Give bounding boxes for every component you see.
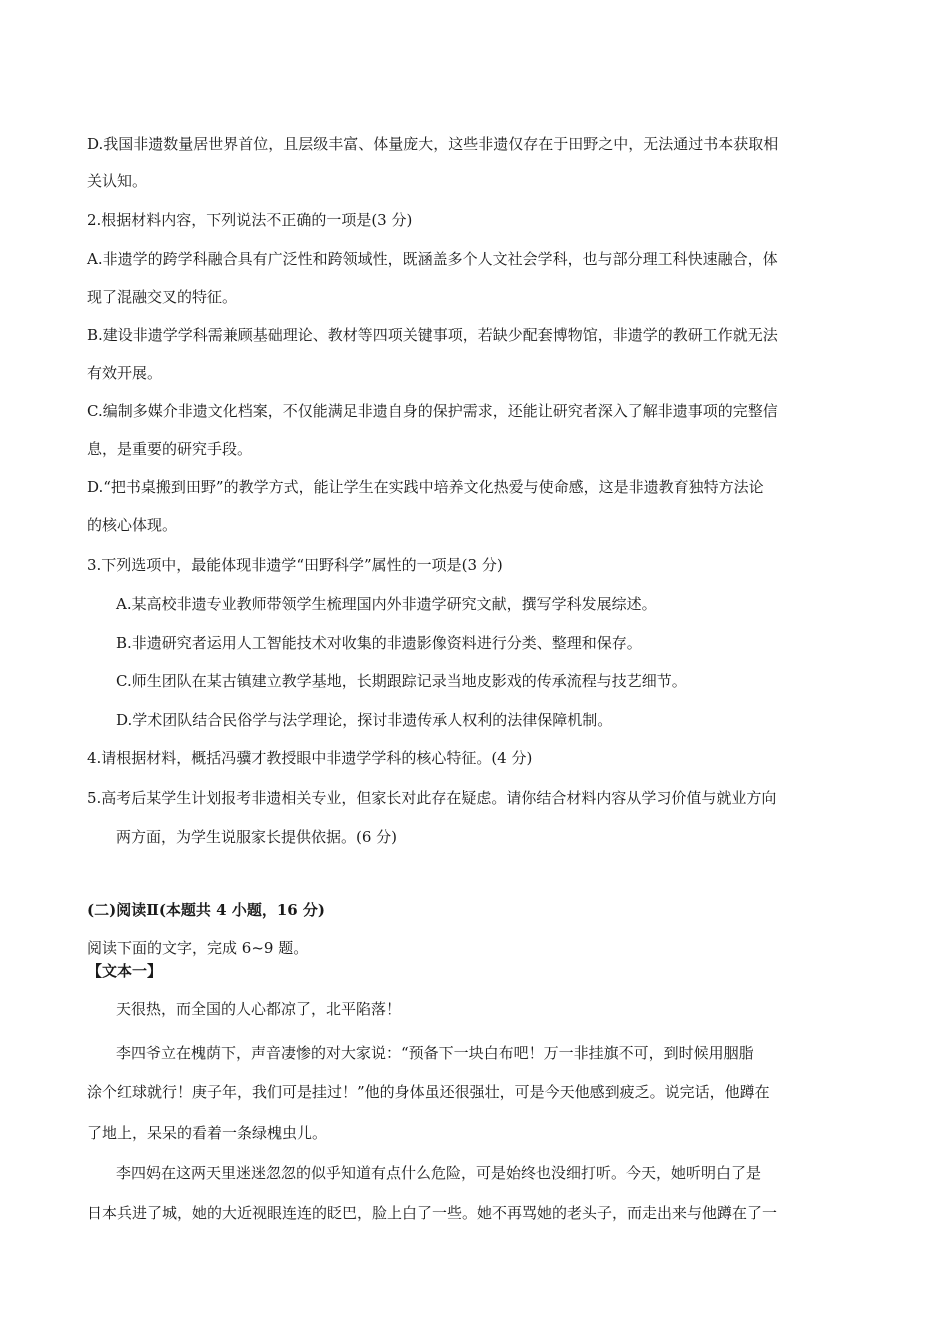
q5-line1: 5.高考后某学生计划报考非遗相关专业，但家长对此存在疑虑。请你结合材料内容从学习价值与就业方向 (87, 789, 777, 807)
q5-line2: 两方面，为学生说服家长提供依据。(6 分) (116, 828, 398, 846)
q2-option-c-line1: C.编制多媒介非遗文化档案，不仅能满足非遗自身的保护需求，还能让研究者深入了解非遗事项的完整信 (87, 402, 778, 420)
section2-heading: (二)阅读Ⅱ(本题共 4 小题，16 分) (87, 901, 326, 919)
q2-stem: 2.根据材料内容，下列说法不正确的一项是(3 分) (87, 211, 413, 229)
q3-option-b: B.非遗研究者运用人工智能技术对收集的非遗影像资料进行分类、整理和保存。 (116, 634, 642, 652)
section2-instruction: 阅读下面的文字，完成 6~9 题。 (87, 939, 309, 957)
q1-option-d-line2: 关认知。 (87, 172, 148, 190)
q2-option-d-line1: D.“把书桌搬到田野”的教学方式，能让学生在实践中培养文化热爱与使命感，这是非遗教育独特方法论 (87, 478, 764, 496)
q1-option-d-line1: D.我国非遗数量居世界首位，且层级丰富、体量庞大，这些非遗仅存在于田野之中，无法通过书本获取相 (87, 135, 779, 153)
passage-p3-line1: 李四妈在这两天里迷迷忽忽的似乎知道有点什么危险，可是始终也没细打听。今天，她听明白了是 (116, 1164, 762, 1182)
q2-option-d-line2: 的核心体现。 (87, 516, 178, 534)
text-one-label: 【文本一】 (87, 962, 163, 980)
q2-option-b-line2: 有效开展。 (87, 364, 163, 382)
passage-p3-line2: 日本兵进了城，她的大近视眼连连的眨巴，脸上白了一些。她不再骂她的老头子，而走出来与他蹲在了一 (87, 1204, 778, 1222)
q2-option-a-line2: 现了混融交叉的特征。 (87, 288, 238, 306)
q2-option-a-line1: A.非遗学的跨学科融合具有广泛性和跨领域性，既涵盖多个人文社会学科，也与部分理工科快速融合，体 (87, 250, 778, 268)
q3-option-a: A.某高校非遗专业教师带领学生梳理国内外非遗学研究文献，撰写学科发展综述。 (116, 595, 657, 613)
passage-p2-line3: 了地上，呆呆的看着一条绿槐虫儿。 (87, 1124, 328, 1142)
q3-stem: 3.下列选项中，最能体现非遗学“田野科学”属性的一项是(3 分) (87, 556, 503, 574)
q4-stem: 4.请根据材料，概括冯骥才教授眼中非遗学学科的核心特征。(4 分) (87, 749, 533, 767)
q2-option-c-line2: 息，是重要的研究手段。 (87, 440, 253, 458)
passage-p2-line1: 李四爷立在槐荫下，声音凄惨的对大家说：“预备下一块白布吧！万一非挂旗不可，到时候用胭脂 (116, 1044, 754, 1062)
q3-option-c: C.师生团队在某古镇建立教学基地，长期跟踪记录当地皮影戏的传承流程与技艺细节。 (116, 672, 687, 690)
passage-p2-line2: 涂个红球就行！庚子年，我们可是挂过！”他的身体虽还很强壮，可是今天他感到疲乏。说完话，他蹲在 (87, 1083, 770, 1101)
q3-option-d: D.学术团队结合民俗学与法学理论，探讨非遗传承人权利的法律保障机制。 (116, 711, 613, 729)
passage-p1: 天很热，而全国的人心都凉了，北平陷落！ (116, 1000, 402, 1018)
q2-option-b-line1: B.建设非遗学学科需兼顾基础理论、教材等四项关键事项，若缺少配套博物馆，非遗学的教研工作就无法 (87, 326, 778, 344)
